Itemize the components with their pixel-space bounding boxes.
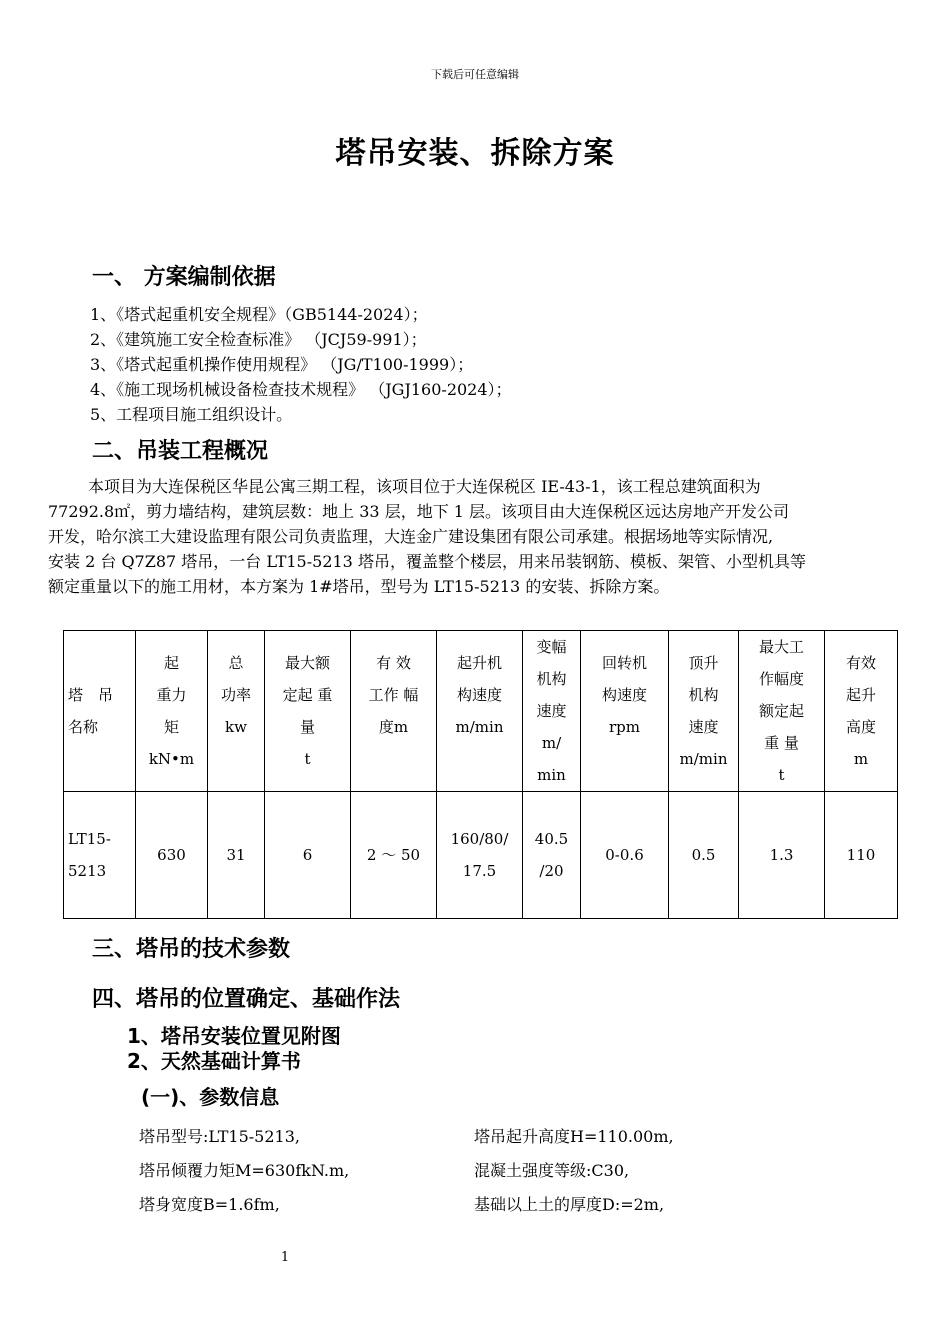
value-cell-max-load: 6 xyxy=(265,792,351,919)
value-cell-power: 31 xyxy=(208,792,265,919)
header-cell-max-range-load: 最大工 作幅度 额定起 重 量 t xyxy=(739,631,825,792)
basis-item-3: 3、《塔式起重机操作使用规程》 （JG/T100-1999）； xyxy=(90,355,474,374)
param-tower-width: 塔身宽度B=1.6fm, xyxy=(139,1195,280,1214)
section3-heading: 三、塔吊的技术参数 xyxy=(92,937,291,962)
header-cell-hoist-speed: 起升机 构速度 m/min xyxy=(437,631,523,792)
param-crane-model: 塔吊型号:LT15-5213, xyxy=(139,1127,300,1146)
header-cell-luffing-speed: 变幅 机构 速度 m/ min xyxy=(523,631,581,792)
value-cell-max-range-load: 1.3 xyxy=(739,792,825,919)
param-overturning-moment: 塔吊倾覆力矩M=630fkN.m, xyxy=(139,1161,350,1180)
header-cell-max-load: 最大额 定起 重 量 t xyxy=(265,631,351,792)
page-header: 下载后可任意编辑 xyxy=(431,68,519,81)
header-cell-working-range: 有 效 工作 幅 度m xyxy=(351,631,437,792)
overview-line-2: 77292.8㎡，剪力墙结构，建筑层数：地上 33 层，地下 1 层。该项目由大连保税区远达房地产开发公司 xyxy=(48,502,790,521)
header-cell-crane-name: 塔 吊 名称 xyxy=(64,631,136,792)
basis-item-5: 5、工程项目施工组织设计。 xyxy=(90,405,293,424)
value-cell-luffing-speed: 40.5 /20 xyxy=(523,792,581,919)
section2-heading: 二、吊装工程概况 xyxy=(92,439,269,464)
basis-item-2: 2、《建筑施工安全检查标准》 （JCJ59-991）； xyxy=(90,330,427,349)
crane-spec-table xyxy=(63,630,898,919)
document-title: 塔吊安装、拆除方案 xyxy=(335,136,615,171)
header-cell-slewing-speed: 回转机 构速度 rpm xyxy=(581,631,669,792)
table-header-row xyxy=(64,631,898,792)
overview-line-5: 额定重量以下的施工用材，本方案为 1#塔吊，型号为 LT15-5213 的安装、拆除方案。 xyxy=(48,577,670,596)
header-cell-power: 总 功率 kw xyxy=(208,631,265,792)
table-row xyxy=(64,792,898,919)
value-cell-lift-height: 110 xyxy=(825,792,898,919)
basis-item-1: 1、《塔式起重机安全规程》（GB5144-2024）； xyxy=(90,305,428,324)
value-cell-moment: 630 xyxy=(136,792,208,919)
header-cell-moment: 起 重力 矩 kN•m xyxy=(136,631,208,792)
basis-item-4: 4、《施工现场机械设备检查技术规程》 （JGJ160-2024）； xyxy=(90,380,512,399)
subsection-location: 1、塔吊安装位置见附图 xyxy=(127,1024,341,1048)
param-concrete-grade: 混凝土强度等级:C30, xyxy=(474,1161,630,1180)
overview-line-1: 本项目为大连保税区华昆公寓三期工程，该项目位于大连保税区 IE-43-1，该工程总建筑面积为 xyxy=(88,477,761,496)
project-overview-paragraph xyxy=(48,474,914,599)
value-cell-working-range: 2 ～ 50 xyxy=(351,792,437,919)
header-cell-lift-height: 有效 起升 高度 m xyxy=(825,631,898,792)
overview-line-4: 安装 2 台 Q7Z87 塔吊，一台 LT15-5213 塔吊，覆盖整个楼层，用来吊装钢筋、模板、架管、小型机具等 xyxy=(48,552,806,571)
value-cell-hoist-speed: 160/80/ 17.5 xyxy=(437,792,523,919)
value-cell-jacking-speed: 0.5 xyxy=(669,792,739,919)
header-cell-jacking-speed: 顶升 机构 速度 m/min xyxy=(669,631,739,792)
section1-heading: 一、 方案编制依据 xyxy=(92,265,276,290)
subsection-parameters: (一)、参数信息 xyxy=(141,1085,280,1109)
section4-heading: 四、塔吊的位置确定、基础作法 xyxy=(92,987,401,1012)
value-cell-slewing-speed: 0-0.6 xyxy=(581,792,669,919)
subsection-foundation-calc: 2、天然基础计算书 xyxy=(127,1049,301,1073)
value-cell-crane-name: LT15- 5213 xyxy=(64,792,136,919)
param-soil-thickness: 基础以上土的厚度D:=2m, xyxy=(474,1195,665,1214)
overview-line-3: 开发，哈尔滨工大建设监理有限公司负责监理，大连金广建设集团有限公司承建。根据场地等实际情况, xyxy=(48,527,774,546)
page-number: 1 xyxy=(280,1250,290,1265)
param-lift-height: 塔吊起升高度H=110.00m, xyxy=(474,1127,674,1146)
